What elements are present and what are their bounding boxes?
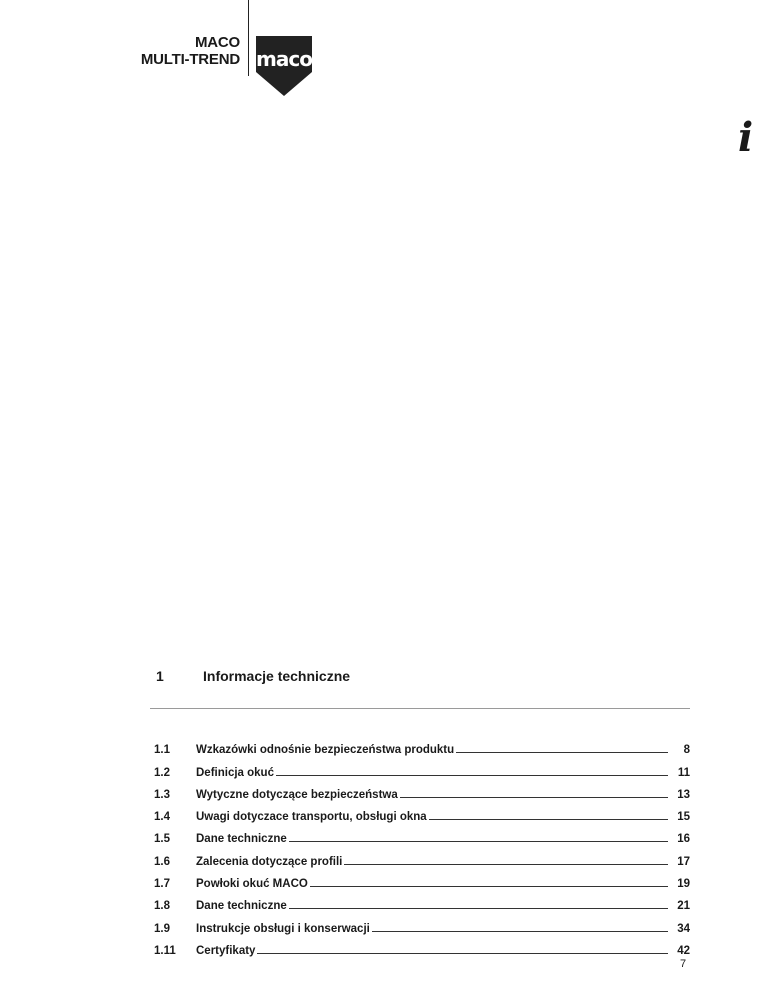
toc-entry-number: 1.11 [154, 944, 176, 957]
toc-entry-number: 1.4 [154, 811, 170, 824]
toc-entry[interactable] [154, 779, 690, 801]
page-number: 7 [680, 958, 687, 970]
brand-line-multi-trend: MULTI-TREND [140, 51, 240, 68]
brand-divider [248, 0, 249, 76]
toc-entry-number: 1.6 [154, 855, 170, 868]
table-of-contents [154, 734, 690, 957]
toc-entry-number: 1.1 [154, 744, 170, 757]
logo-wordmark: maco [256, 47, 312, 71]
toc-entry-number: 1.2 [154, 766, 170, 779]
toc-entry-title: Instrukcje obsługi i konserwacji [196, 922, 370, 935]
toc-entry-page: 11 [677, 766, 690, 779]
section-number: 1 [156, 668, 164, 684]
brand-line-maco: MACO [194, 34, 240, 51]
toc-entry[interactable] [154, 845, 690, 867]
toc-entry-page: 19 [677, 878, 690, 891]
toc-entry-page: 15 [677, 811, 690, 824]
toc-entry-page: 42 [677, 944, 690, 957]
toc-entry-page: 16 [677, 833, 690, 846]
toc-entry[interactable] [154, 912, 690, 934]
toc-entry-number: 1.9 [154, 922, 170, 935]
toc-entry-title: Zalecenia dotyczące profili [196, 855, 343, 868]
toc-entry[interactable] [154, 868, 690, 890]
section-title: Informacje techniczne [203, 668, 351, 684]
toc-entry-title: Dane techniczne [196, 900, 287, 913]
toc-entry-title: Definicja okuć [196, 766, 274, 779]
toc-leader-line [344, 864, 668, 865]
toc-entry-number: 1.5 [154, 833, 170, 846]
toc-entry-title: Wytyczne dotyczące bezpieczeństwa [196, 788, 398, 801]
toc-entry-title: Powłoki okuć MACO [196, 878, 308, 891]
toc-entry-title: Uwagi dotyczace transportu, obsługi okna [196, 811, 427, 824]
toc-entry-page: 21 [677, 900, 690, 913]
maco-logo-icon [256, 36, 312, 96]
toc-leader-line [456, 752, 668, 753]
toc-leader-line [276, 775, 668, 776]
brand-name [130, 34, 240, 68]
toc-entry-title: Certyfikaty [196, 944, 256, 957]
toc-leader-line [289, 841, 668, 842]
toc-entry[interactable] [154, 801, 690, 823]
section-heading [156, 668, 696, 690]
toc-entry-page: 17 [677, 855, 690, 868]
toc-leader-line [400, 797, 668, 798]
toc-entry-number: 1.8 [154, 900, 170, 913]
toc-entry-number: 1.7 [154, 878, 170, 891]
toc-leader-line [429, 819, 668, 820]
toc-leader-line [310, 886, 668, 887]
toc-entry-page: 8 [683, 744, 690, 757]
toc-entry[interactable] [154, 734, 690, 756]
toc-entry-title: Dane techniczne [196, 833, 287, 846]
toc-entry-page: 34 [677, 922, 690, 935]
toc-entry[interactable] [154, 756, 690, 778]
toc-leader-line [257, 953, 668, 954]
toc-entry-title: Wzkazówki odnośnie bezpieczeństwa produktu [196, 744, 455, 757]
toc-leader-line [289, 908, 668, 909]
toc-leader-line [372, 931, 668, 932]
toc-entry[interactable] [154, 890, 690, 912]
section-divider [150, 708, 690, 709]
toc-entry[interactable] [154, 935, 690, 957]
toc-entry-page: 13 [677, 788, 690, 801]
toc-entry[interactable] [154, 823, 690, 845]
info-icon: i [738, 114, 754, 161]
toc-entry-number: 1.3 [154, 788, 170, 801]
